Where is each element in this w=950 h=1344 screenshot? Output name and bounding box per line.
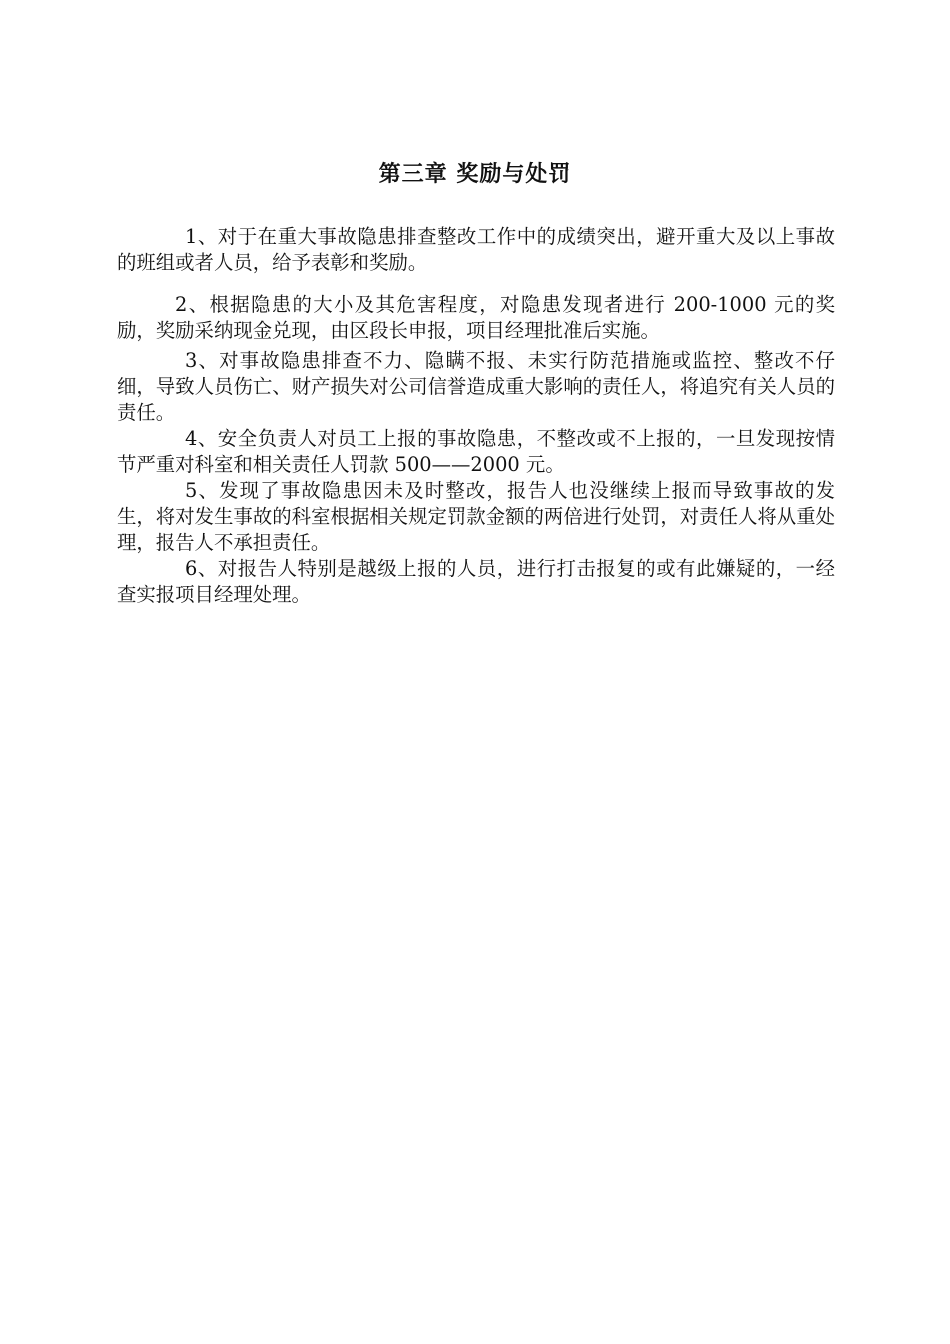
chapter-title: 第三章 奖励与处罚: [378, 162, 572, 187]
paragraph-2: 2、根据隐患的大小及其危害程度，对隐患发现者进行 200-1000 元的奖励，奖励采纳现金兑现，由区段长申报，项目经理批准后实施。: [117, 293, 835, 342]
paragraph-3: 3、对事故隐患排查不力、隐瞒不报、未实行防范措施或监控、整改不仔细，导致人员伤亡、财产损失对公司信誉造成重大影响的责任人，将追究有关人员的责任。: [117, 349, 835, 424]
paragraph-5: 5、发现了事故隐患因未及时整改，报告人也没继续上报而导致事故的发生，将对发生事故的科室根据相关规定罚款金额的两倍进行处罚，对责任人将从重处理，报告人不承担责任。: [117, 479, 835, 554]
paragraph-1: 1、对于在重大事故隐患排查整改工作中的成绩突出，避开重大及以上事故的班组或者人员，给予表彰和奖励。: [117, 225, 835, 274]
chapter-body: [117, 224, 835, 608]
paragraph-4: 4、安全负责人对员工上报的事故隐患，不整改或不上报的，一旦发现按情节严重对科室和相关责任人罚款 500——2000 元。: [117, 427, 835, 476]
paragraph-6: 6、对报告人特别是越级上报的人员，进行打击报复的或有此嫌疑的，一经查实报项目经理处理。: [117, 557, 835, 606]
